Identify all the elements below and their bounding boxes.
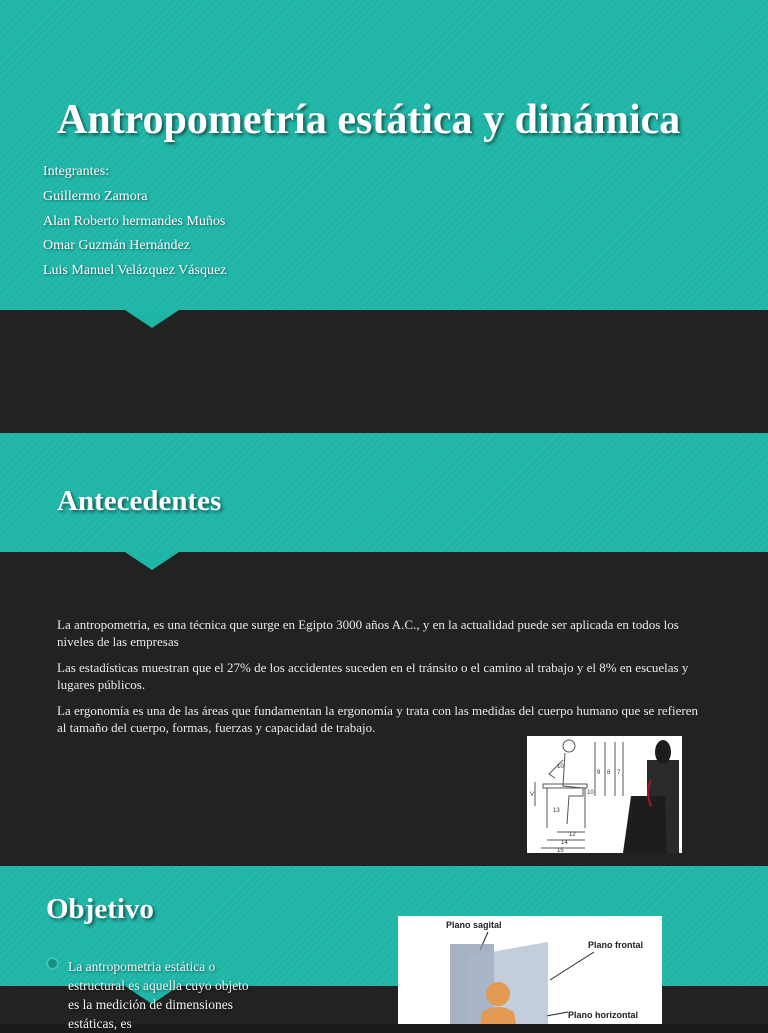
paragraph: Las estadísticas muestran que el 27% de los accidentes suceden en el tránsito o el camino al trabajo y el 8% en escuelas y lugares públicos. bbox=[57, 660, 689, 692]
members-heading: Integrantes: bbox=[43, 164, 110, 179]
slide-notch bbox=[125, 552, 179, 570]
dim-label: 8 bbox=[607, 770, 611, 776]
statue-silhouette bbox=[623, 740, 679, 853]
plane-label-horizontal: Plano horizontal bbox=[568, 1010, 639, 1020]
title-slide-body bbox=[0, 310, 768, 433]
member-item: Omar Guzmán Hernández bbox=[43, 238, 190, 254]
plane-label-sagital: Plano sagital bbox=[446, 920, 502, 930]
objetivo-bullet-text: La antropometria estática o estructural es aquella cuyo objeto es la medición de dimensiones estáticas, es bbox=[68, 959, 249, 1031]
dim-label: 13 bbox=[553, 808, 560, 814]
paragraph: La ergonomía es una de las áreas que fundamentan la ergonomía y trata con las medidas del cuerpo humano que se refieren al tamaño del cuerpo, formas, fuerzas y capacidad de trabajo. bbox=[57, 703, 698, 735]
bullet-icon bbox=[46, 957, 59, 970]
anthropometry-diagram bbox=[527, 736, 682, 853]
anatomical-planes-diagram bbox=[398, 916, 662, 1024]
slide-title-antecedentes: Antecedentes bbox=[57, 485, 222, 517]
dim-label: 9 bbox=[597, 770, 601, 776]
anthropometry-figure bbox=[527, 736, 682, 853]
dim-label: 10 bbox=[587, 790, 594, 796]
dim-label: 14 bbox=[561, 840, 568, 846]
plane-label-frontal: Plano frontal bbox=[588, 940, 644, 950]
dim-label: 7 bbox=[617, 770, 621, 776]
dim-label: 12 bbox=[569, 832, 576, 838]
slide-title-main: Antropometría estática y dinámica bbox=[57, 97, 681, 143]
side-label: V bbox=[530, 792, 535, 798]
member-item: Luis Manuel Velázquez Vásquez bbox=[43, 263, 227, 279]
slide-notch bbox=[125, 310, 179, 328]
dim-label: 10 bbox=[557, 764, 564, 770]
dim-label: 15 bbox=[557, 848, 564, 853]
planes-shapes bbox=[450, 942, 548, 1024]
members-list bbox=[43, 162, 226, 286]
slide-title-objetivo: Objetivo bbox=[46, 893, 154, 925]
member-item: Alan Roberto hermandes Muños bbox=[43, 213, 226, 229]
paragraph: La antropometria, es una técnica que surge en Egipto 3000 años A.C., y en la actualidad puede ser aplicada en todos los niveles de las empresas bbox=[57, 617, 679, 649]
planes-figure bbox=[398, 916, 662, 1024]
member-item: Guillermo Zamora bbox=[43, 188, 148, 204]
